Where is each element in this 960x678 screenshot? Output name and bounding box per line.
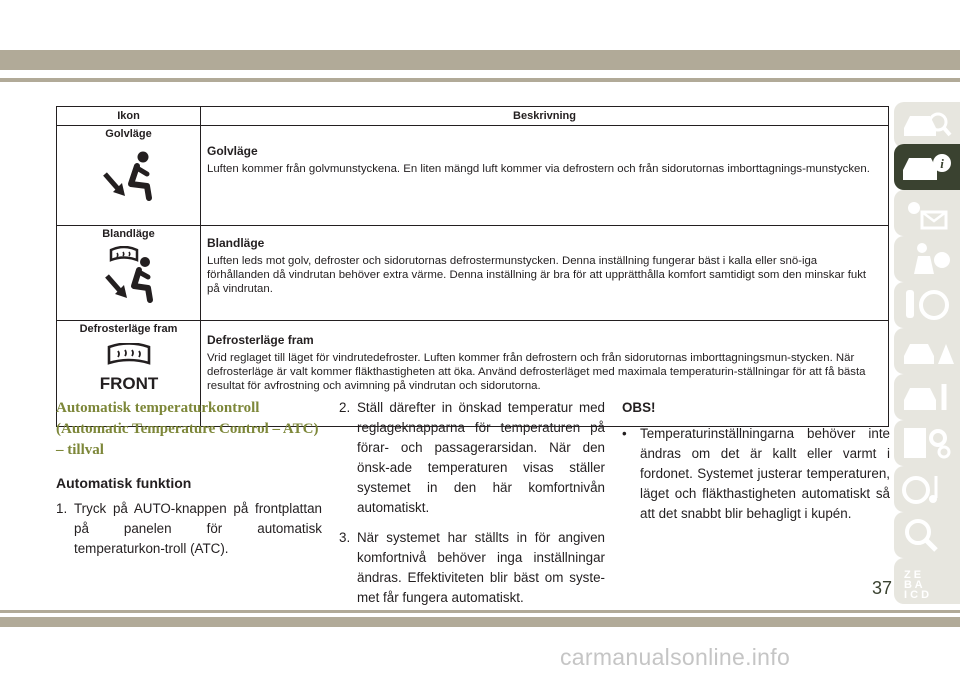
tab-car-magnifier[interactable] bbox=[894, 102, 960, 148]
mode-description: Luften leds mot golv, defroster och sidorutornas defrostermunstycken. Denna inställning fungerar bäst i kalla eller snö-iga förhållanden då vindrutan behöver extra värme. Denna inställning är bra för att upprätthålla komfort samtidigt som den minskar fukt på vindrutan. bbox=[207, 255, 867, 295]
tab-car-info[interactable] bbox=[894, 144, 960, 190]
warning-lights-message-icon bbox=[900, 196, 954, 230]
icon-label: Defrosterläge fram bbox=[79, 323, 178, 335]
car-wrench-icon bbox=[900, 380, 954, 414]
step-number: 1. bbox=[56, 501, 68, 516]
tab-search[interactable] bbox=[894, 512, 960, 558]
step-item bbox=[339, 528, 605, 608]
table-header-description: Beskrivning bbox=[201, 107, 889, 126]
tab-seatbelt-airbag[interactable] bbox=[894, 236, 960, 282]
floor-mode-icon bbox=[97, 150, 161, 202]
mode-description: Luften kommer från golvmunstyckena. En liten mängd luft kommer via defrostern och från sidorutornas imborttagnings-munstycken. bbox=[207, 163, 870, 175]
icon-cell bbox=[57, 226, 201, 321]
tab-checklist[interactable] bbox=[894, 420, 960, 466]
tab-index[interactable] bbox=[894, 558, 960, 604]
footer-band bbox=[0, 617, 960, 627]
icon-label: Golvläge bbox=[105, 128, 152, 140]
table-row bbox=[57, 126, 889, 226]
icon-label: Blandläge bbox=[102, 228, 155, 240]
description-cell bbox=[201, 126, 889, 226]
svg-text:B A: B A bbox=[904, 579, 923, 591]
mode-title: Defrosterläge fram bbox=[207, 333, 314, 347]
step-item bbox=[56, 499, 322, 559]
car-info-icon bbox=[900, 150, 954, 184]
tab-warning-lights[interactable] bbox=[894, 190, 960, 236]
step-text: När systemet har ställts in för angiven komfortnivå behöver inga inställningar ändras. Effektiviteten blir bäst om syste-met får fungera automatiskt. bbox=[357, 530, 605, 605]
page-number: 37 bbox=[871, 578, 892, 598]
svg-text:Z E: Z E bbox=[904, 569, 922, 581]
column-middle bbox=[339, 398, 605, 608]
table-header-icon: Ikon bbox=[57, 107, 201, 126]
bullet: • bbox=[622, 426, 627, 441]
tab-car-wrench[interactable] bbox=[894, 374, 960, 420]
note-item bbox=[622, 424, 890, 524]
column-left bbox=[56, 398, 322, 559]
tab-key-steering[interactable] bbox=[894, 282, 960, 328]
mode-description: Vrid reglaget till läget för vindrutedefroster. Luften kommer från defrostern och från sidorutornas imborttagningsmun-stycken. När defrosterläge är valt kommer fläkthastigheten att öka. Använd defrosterläget med maximala temperaturin-ställningar för att få bästa resultat för avfrostning och avimning på vindrutan och sidorutorna. bbox=[207, 352, 866, 392]
description-cell bbox=[201, 226, 889, 321]
svg-text:I C D: I C D bbox=[904, 589, 930, 598]
seatbelt-airbag-icon bbox=[900, 242, 954, 276]
magnifier-icon bbox=[900, 518, 954, 552]
media-navigation-icon bbox=[900, 472, 954, 506]
front-label: FRONT bbox=[99, 374, 158, 393]
mode-title: Blandläge bbox=[207, 236, 265, 250]
air-mode-table bbox=[56, 106, 889, 427]
watermark: carmanualsonline.info bbox=[560, 644, 791, 670]
header-band bbox=[0, 50, 960, 70]
icon-cell bbox=[57, 126, 201, 226]
front-defrost-icon bbox=[94, 343, 164, 395]
header-rule bbox=[0, 78, 960, 82]
table-row bbox=[57, 226, 889, 321]
section-heading: Automatisk temperaturkontroll (Automatic Temperature Control – ATC) – tillval bbox=[56, 400, 319, 458]
car-magnifier-icon bbox=[900, 108, 954, 142]
checklist-gears-icon bbox=[900, 426, 954, 460]
key-steering-wheel-icon bbox=[900, 288, 954, 322]
step-item bbox=[339, 398, 605, 518]
step-number: 3. bbox=[339, 530, 351, 545]
car-warning-triangle-icon bbox=[900, 334, 954, 368]
alphabet-index-icon bbox=[900, 564, 954, 598]
mode-title: Golvläge bbox=[207, 144, 258, 158]
tab-media-navigation[interactable] bbox=[894, 466, 960, 512]
subsection-heading: Automatisk funktion bbox=[56, 475, 192, 491]
table-header-row bbox=[57, 107, 889, 126]
note-title: OBS! bbox=[622, 400, 656, 415]
footer-rule bbox=[0, 610, 960, 613]
step-text: Tryck på AUTO-knappen på frontplattan på panelen för automatisk temperaturkon-troll (ATC). bbox=[74, 501, 322, 556]
step-number: 2. bbox=[339, 400, 351, 415]
column-right bbox=[622, 398, 890, 524]
step-text: Ställ därefter in önskad temperatur med reglageknapparna för temperaturen på förar- och passagerarsidan. När den önsk-ade temperaturen visas ställer systemet in den här komfortnivån automatiskt. bbox=[357, 400, 605, 515]
mix-mode-icon bbox=[97, 246, 161, 304]
svg-text:i: i bbox=[940, 156, 944, 171]
note-text: Temperaturinställningarna behöver inte ändras om det är kallt eller varmt i fordonet. Systemet justerar temperaturen, läget och fläkthastigheten automatiskt så att det snabbt blir behagligt i kupén. bbox=[640, 426, 890, 521]
tab-car-warning[interactable] bbox=[894, 328, 960, 374]
